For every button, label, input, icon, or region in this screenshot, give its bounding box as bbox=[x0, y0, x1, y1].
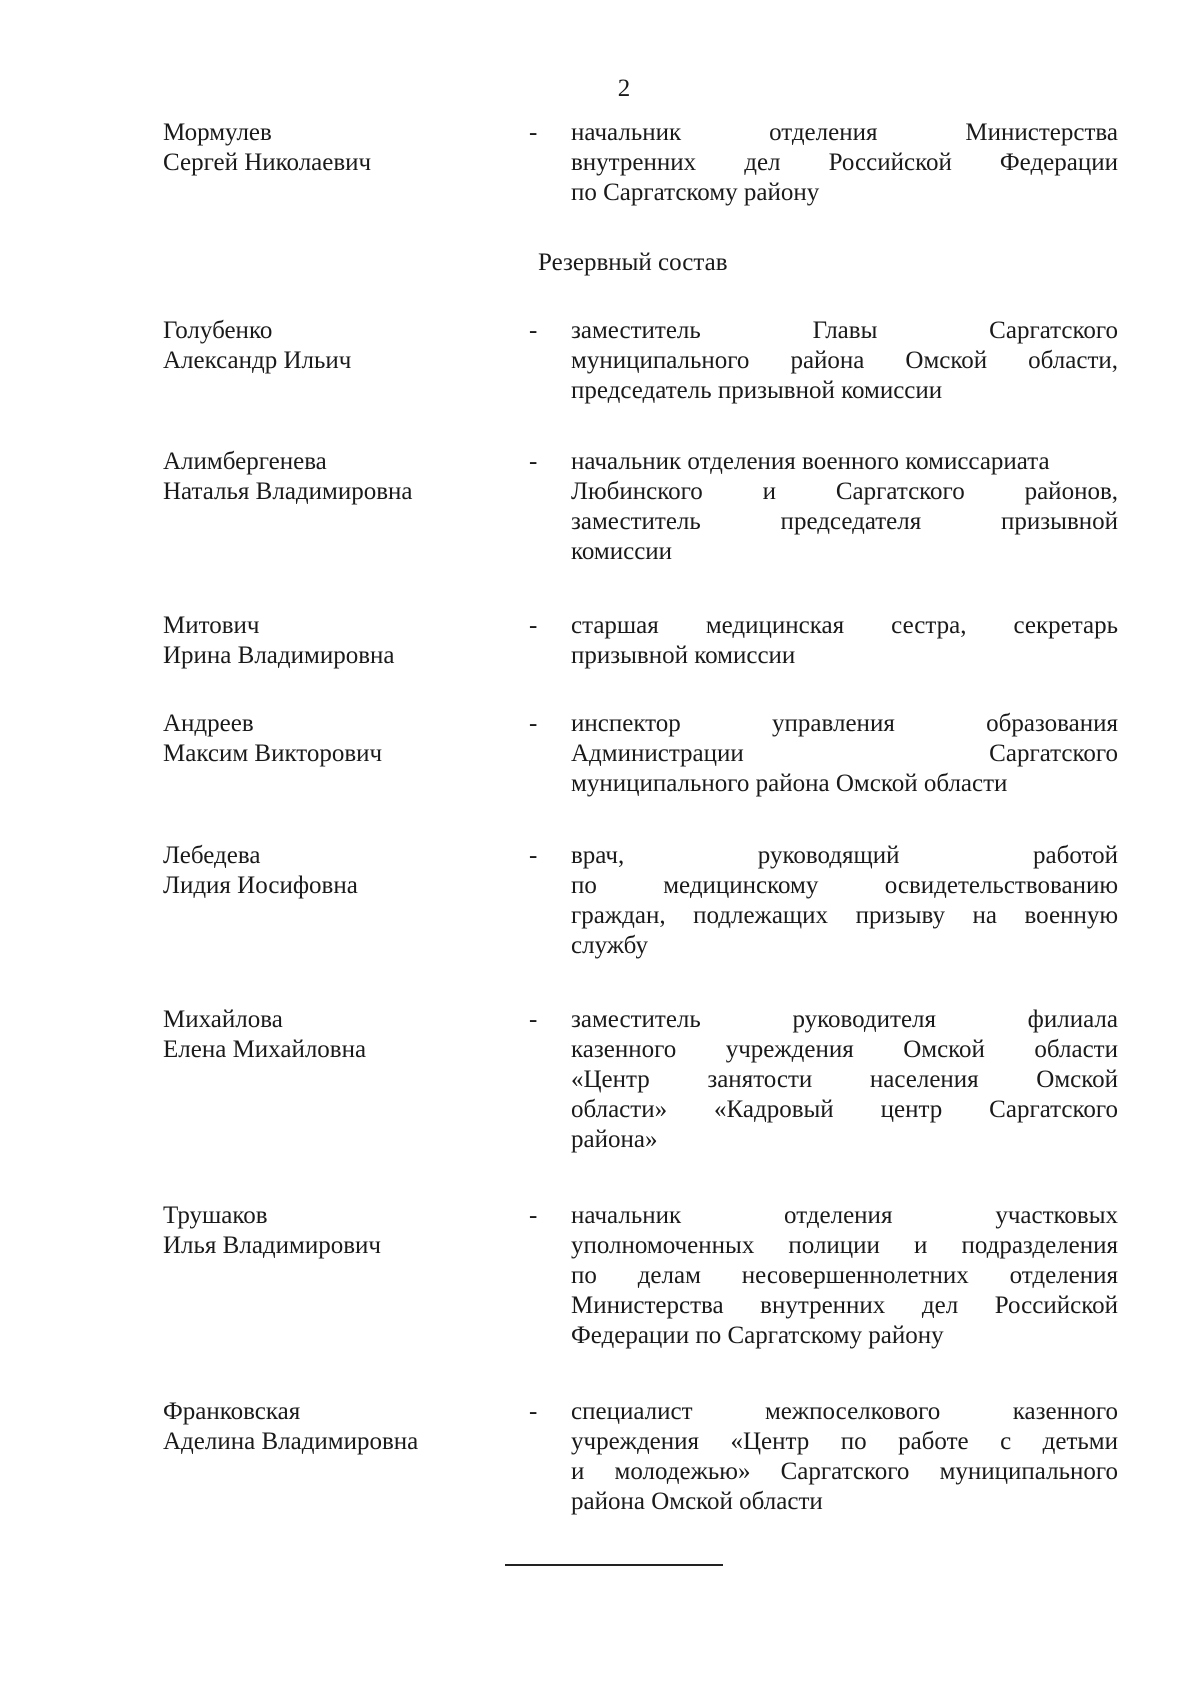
position-line: специалист межпоселкового казенного bbox=[571, 1398, 1118, 1425]
dash-separator: - bbox=[529, 317, 538, 344]
position-line: Администрации Саргатского bbox=[571, 740, 1118, 767]
position-line: врач, руководящий работой bbox=[571, 842, 1118, 869]
member-given-names: Ирина Владимировна bbox=[163, 642, 395, 669]
closing-rule bbox=[505, 1564, 723, 1566]
position-line: казенного учреждения Омской области bbox=[571, 1036, 1118, 1063]
member-given-names: Елена Михайловна bbox=[163, 1036, 367, 1063]
member-position bbox=[571, 1201, 1118, 1351]
position-line: района Омской области bbox=[571, 1488, 823, 1515]
member-name bbox=[163, 1005, 493, 1065]
dash-separator: - bbox=[529, 1202, 538, 1229]
member-given-names: Максим Викторович bbox=[163, 740, 383, 767]
position-line: Министерства внутренних дел Российской bbox=[571, 1292, 1118, 1319]
member-name bbox=[163, 447, 493, 507]
position-line: и молодежью» Саргатского муниципального bbox=[571, 1458, 1118, 1485]
member-position bbox=[571, 447, 1118, 567]
member-surname: Франковская bbox=[163, 1398, 301, 1425]
position-line: начальник отделения Министерства bbox=[571, 119, 1118, 146]
member-position bbox=[571, 316, 1118, 406]
member-name bbox=[163, 1201, 493, 1261]
member-surname: Лебедева bbox=[163, 842, 261, 869]
position-line: Федерации по Саргатскому району bbox=[571, 1322, 944, 1349]
position-line: начальник отделения военного комиссариата bbox=[571, 448, 1050, 475]
member-given-names: Наталья Владимировна bbox=[163, 478, 413, 505]
position-line: граждан, подлежащих призыву на военную bbox=[571, 902, 1118, 929]
member-surname: Михайлова bbox=[163, 1006, 283, 1033]
member-surname: Трушаков bbox=[163, 1202, 268, 1229]
member-given-names: Александр Ильич bbox=[163, 347, 352, 374]
member-surname: Митович bbox=[163, 612, 260, 639]
reserve-heading: Резервный состав bbox=[538, 249, 728, 276]
position-line: старшая медицинская сестра, секретарь bbox=[571, 612, 1118, 639]
position-line: муниципального района Омской области, bbox=[571, 347, 1118, 374]
dash-separator: - bbox=[529, 710, 538, 737]
position-line: внутренних дел Российской Федерации bbox=[571, 149, 1118, 176]
dash-separator: - bbox=[529, 448, 538, 475]
position-line: по Саргатскому району bbox=[571, 179, 820, 206]
dash-separator: - bbox=[529, 842, 538, 869]
position-line: заместитель председателя призывной bbox=[571, 508, 1118, 535]
member-position bbox=[571, 611, 1118, 671]
position-line: призывной комиссии bbox=[571, 642, 796, 669]
position-line: комиссии bbox=[571, 538, 673, 565]
dash-separator: - bbox=[529, 119, 538, 146]
member-position bbox=[571, 118, 1118, 208]
member-name bbox=[163, 118, 493, 178]
member-given-names: Илья Владимирович bbox=[163, 1232, 381, 1259]
member-given-names: Аделина Владимировна bbox=[163, 1428, 419, 1455]
member-surname: Алимбергенева bbox=[163, 448, 327, 475]
member-position bbox=[571, 1005, 1118, 1155]
member-position bbox=[571, 841, 1118, 961]
member-given-names: Сергей Николаевич bbox=[163, 149, 372, 176]
position-line: области» «Кадровый центр Саргатского bbox=[571, 1096, 1118, 1123]
member-position bbox=[571, 709, 1118, 799]
page-number: 2 bbox=[617, 75, 631, 102]
position-line: муниципального района Омской области bbox=[571, 770, 1008, 797]
member-position bbox=[571, 1397, 1118, 1517]
member-name bbox=[163, 611, 493, 671]
dash-separator: - bbox=[529, 1398, 538, 1425]
position-line: по делам несовершеннолетних отделения bbox=[571, 1262, 1118, 1289]
member-given-names: Лидия Иосифовна bbox=[163, 872, 358, 899]
position-line: инспектор управления образования bbox=[571, 710, 1118, 737]
member-surname: Голубенко bbox=[163, 317, 273, 344]
position-line: Любинского и Саргатского районов, bbox=[571, 478, 1118, 505]
position-line: заместитель руководителя филиала bbox=[571, 1006, 1118, 1033]
member-surname: Андреев bbox=[163, 710, 254, 737]
member-name bbox=[163, 841, 493, 901]
position-line: учреждения «Центр по работе с детьми bbox=[571, 1428, 1118, 1455]
member-name bbox=[163, 1397, 493, 1457]
position-line: заместитель Главы Саргатского bbox=[571, 317, 1118, 344]
position-line: по медицинскому освидетельствованию bbox=[571, 872, 1118, 899]
dash-separator: - bbox=[529, 612, 538, 639]
position-line: уполномоченных полиции и подразделения bbox=[571, 1232, 1118, 1259]
position-line: начальник отделения участковых bbox=[571, 1202, 1118, 1229]
member-name bbox=[163, 709, 493, 769]
dash-separator: - bbox=[529, 1006, 538, 1033]
position-line: службу bbox=[571, 932, 648, 959]
position-line: председатель призывной комиссии bbox=[571, 377, 943, 404]
position-line: «Центр занятости населения Омской bbox=[571, 1066, 1118, 1093]
member-surname: Мормулев bbox=[163, 119, 272, 146]
member-name bbox=[163, 316, 493, 376]
position-line: района» bbox=[571, 1126, 658, 1153]
